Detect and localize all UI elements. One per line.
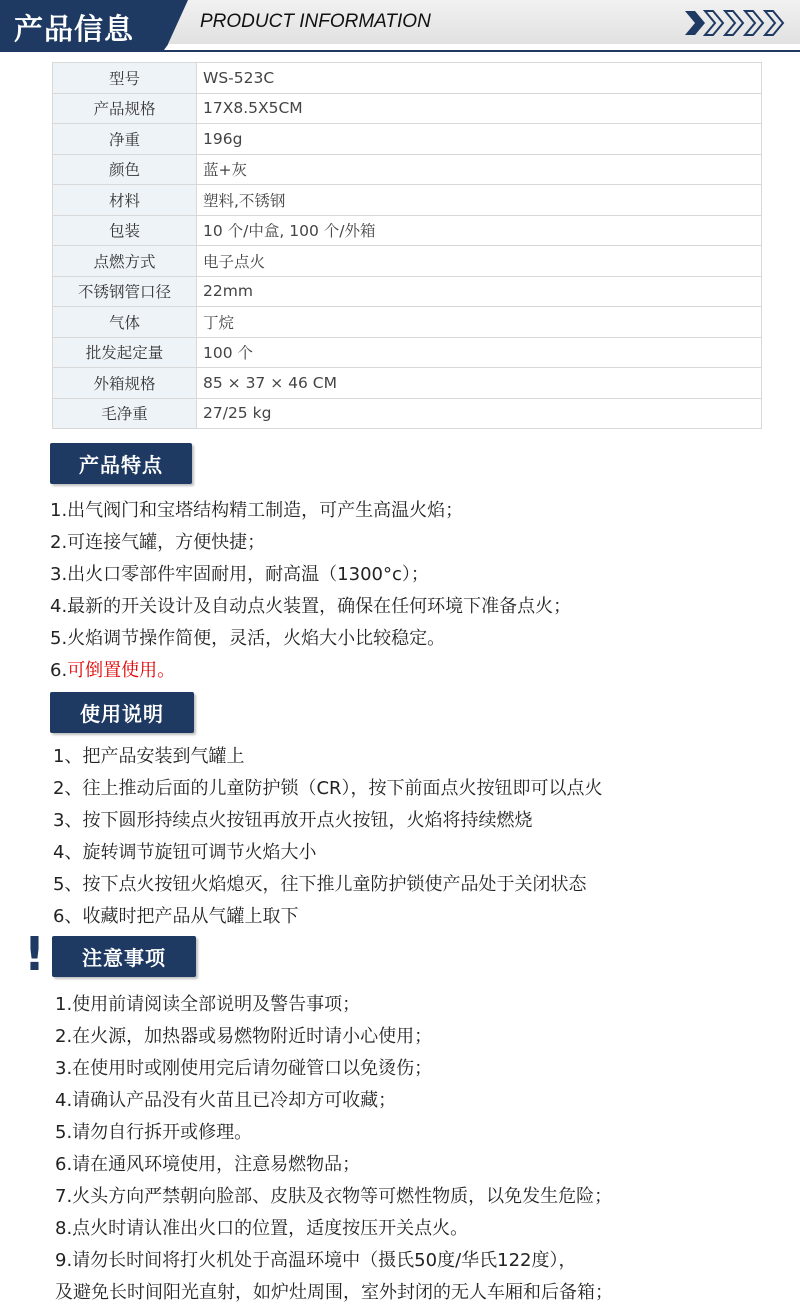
- spec-value: 196g: [197, 124, 762, 155]
- spec-label: 产品规格: [53, 93, 197, 124]
- list-item: 7.火头方向严禁朝向脸部、皮肤及衣物等可燃性物质，以免发生危险；: [55, 1186, 613, 1207]
- features-title: 产品特点: [50, 443, 192, 484]
- spec-value: 100 个: [197, 337, 762, 368]
- list-item-number: 6.: [50, 660, 68, 681]
- spec-label: 毛净重: [53, 398, 197, 429]
- spec-value: 丁烷: [197, 307, 762, 338]
- spec-value: 塑料,不锈钢: [197, 185, 762, 216]
- table-row: [53, 154, 762, 185]
- spec-label: 型号: [53, 63, 197, 94]
- list-item: 8.点火时请认准出火口的位置，适度按压开关点火。: [55, 1218, 469, 1239]
- notes-title: 注意事项: [52, 936, 196, 977]
- exclamation-icon: !: [24, 927, 45, 981]
- spec-value: WS-523C: [197, 63, 762, 94]
- header-title-zh: 产品信息: [14, 12, 135, 46]
- list-item: 1、把产品安装到气罐上: [53, 746, 245, 767]
- table-row: [53, 215, 762, 246]
- spec-value: 27/25 kg: [197, 398, 762, 429]
- table-row: [53, 246, 762, 277]
- table-row: [53, 307, 762, 338]
- list-item: 2.可连接气罐，方便快捷；: [50, 532, 266, 553]
- table-row: [53, 124, 762, 155]
- header: [0, 0, 800, 52]
- table-row: [53, 337, 762, 368]
- spec-value: 电子点火: [197, 246, 762, 277]
- list-item: 3、按下圆形持续点火按钮再放开点火按钮，火焰将持续燃烧: [53, 810, 533, 831]
- table-row: [53, 276, 762, 307]
- list-item: 4.最新的开关设计及自动点火装置，确保在任何环境下准备点火；: [50, 596, 572, 617]
- table-row: [53, 93, 762, 124]
- spec-label: 点燃方式: [53, 246, 197, 277]
- spec-label: 颜色: [53, 154, 197, 185]
- list-item: 4.请确认产品没有火苗且已冷却方可收藏；: [55, 1090, 397, 1111]
- header-title-en: PRODUCT INFORMATION: [200, 11, 431, 32]
- list-item: 及避免长时间阳光直射，如炉灶周围，室外封闭的无人车厢和后备箱；: [55, 1282, 613, 1303]
- list-item: 9.请勿长时间将打火机处于高温环境中（摄氏50度/华氏122度），: [55, 1250, 577, 1271]
- list-item: 3.出火口零部件牢固耐用，耐高温（1300°c）；: [50, 564, 429, 585]
- usage-title: 使用说明: [50, 692, 194, 733]
- table-row: [53, 185, 762, 216]
- spec-value: 85 × 37 × 46 CM: [197, 368, 762, 399]
- spec-value: 17X8.5X5CM: [197, 93, 762, 124]
- list-item: 2.在火源，加热器或易燃物附近时请小心使用；: [55, 1026, 433, 1047]
- list-item: 6.请在通风环境使用，注意易燃物品；: [55, 1154, 361, 1175]
- list-item: 6、收藏时把产品从气罐上取下: [53, 906, 299, 927]
- spec-label: 包装: [53, 215, 197, 246]
- spec-label: 气体: [53, 307, 197, 338]
- list-item: 3.在使用时或刚使用完后请勿碰管口以免烫伤；: [55, 1058, 433, 1079]
- spec-label: 材料: [53, 185, 197, 216]
- list-item: 2、往上推动后面的儿童防护锁（CR），按下前面点火按钮即可以点火: [53, 778, 603, 799]
- list-item: 1.使用前请阅读全部说明及警告事项；: [55, 994, 361, 1015]
- highlight-text: 可倒置使用。: [67, 660, 176, 681]
- spec-label: 净重: [53, 124, 197, 155]
- list-item: 5、按下点火按钮火焰熄灭，往下推儿童防护锁使产品处于关闭状态: [53, 874, 587, 895]
- table-row: [53, 368, 762, 399]
- spec-table: [52, 62, 762, 429]
- spec-value: 10 个/中盒, 100 个/外箱: [197, 215, 762, 246]
- spec-value: 22mm: [197, 276, 762, 307]
- spec-label: 不锈钢管口径: [53, 276, 197, 307]
- list-item: [50, 656, 175, 682]
- list-item: 5.火焰调节操作简便，灵活，火焰大小比较稳定。: [50, 628, 446, 649]
- chevrons-right-icon: [683, 9, 785, 37]
- spec-label: 外箱规格: [53, 368, 197, 399]
- list-item: 1.出气阀门和宝塔结构精工制造，可产生高温火焰；: [50, 500, 464, 521]
- spec-value: 蓝+灰: [197, 154, 762, 185]
- table-row: [53, 63, 762, 94]
- table-row: [53, 398, 762, 429]
- list-item: 5.请勿自行拆开或修理。: [55, 1122, 253, 1143]
- header-underline: [0, 50, 800, 52]
- list-item: 4、旋转调节旋钮可调节火焰大小: [53, 842, 317, 863]
- spec-label: 批发起定量: [53, 337, 197, 368]
